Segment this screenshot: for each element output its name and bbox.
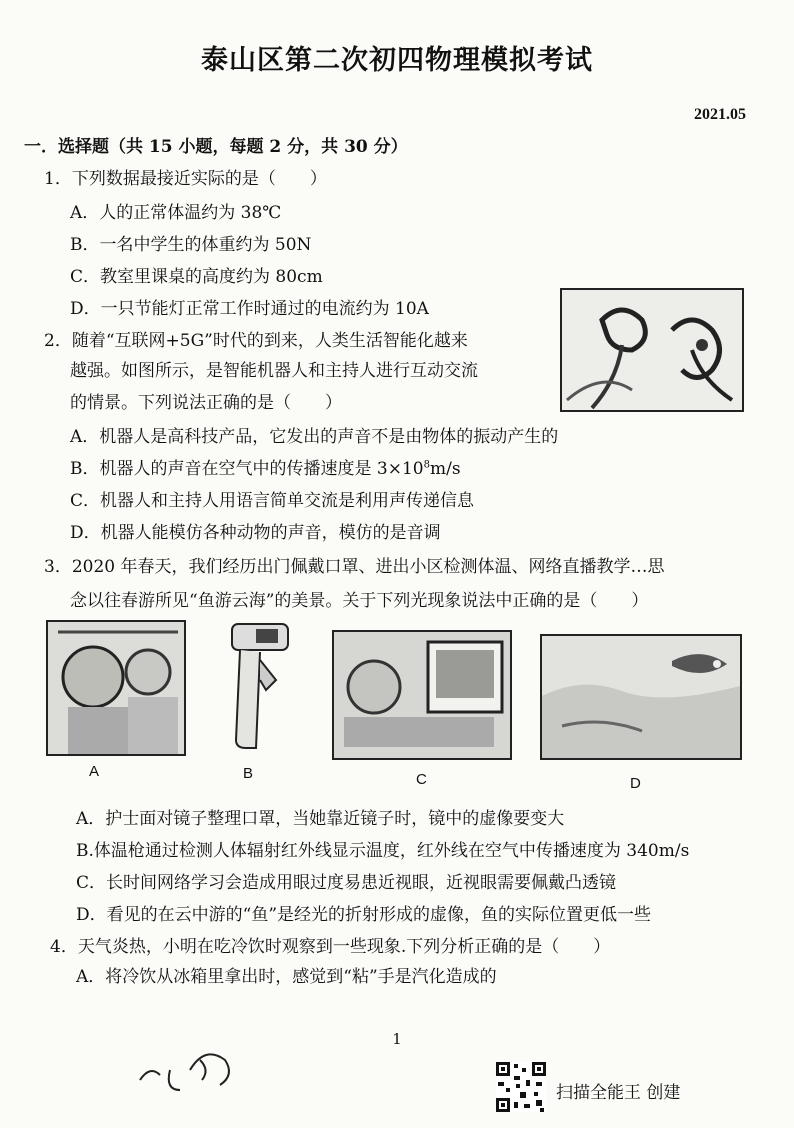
question-1-option-a: A．人的正常体温约为 38℃ xyxy=(70,203,282,223)
image-label-d: D xyxy=(630,775,641,792)
image-label-b: B xyxy=(243,765,254,782)
question-3-option-c: C．长时间网络学习会造成用眼过度易患近视眼，近视眼需要佩戴凸透镜 xyxy=(76,873,617,893)
question-2-stem-line-2: 越强。如图所示，是智能机器人和主持人进行互动交流 xyxy=(70,361,478,381)
question-2-option-b-text: B．机器人的声音在空气中的传播速度是 3×10 xyxy=(70,459,424,479)
question-1-stem: 1．下列数据最接近实际的是（ ） xyxy=(44,169,327,189)
question-2-option-b xyxy=(70,454,461,479)
question-4-option-a: A．将冷饮从冰箱里拿出时，感觉到“粘”手是汽化造成的 xyxy=(76,967,497,987)
image-label-a: A xyxy=(89,763,100,780)
robot-host-photo xyxy=(560,288,744,412)
handwriting-scribble xyxy=(130,1040,240,1124)
question-3-option-d: D．看见的在云中游的“鱼”是经光的折射形成的虚像，鱼的实际位置更低一些 xyxy=(76,905,652,925)
qr-code-icon xyxy=(496,1062,546,1112)
question-3-option-a: A．护士面对镜子整理口罩，当她靠近镜子时，镜中的虚像要变大 xyxy=(76,809,565,829)
scanner-watermark-text: 扫描全能王 创建 xyxy=(556,1083,681,1103)
page-number: 1 xyxy=(392,1030,402,1048)
question-2-stem-line-3: 的情景。下列说法正确的是（ ） xyxy=(70,393,342,413)
question-3-stem-line-2: 念以往春游所见“鱼游云海”的美景。关于下列光现象说法中正确的是（ ） xyxy=(70,591,649,611)
question-1-option-b: B．一名中学生的体重约为 50N xyxy=(70,235,312,255)
question-2-option-d: D．机器人能模仿各种动物的声音，模仿的是音调 xyxy=(70,523,441,543)
photo-b-thermometer-gun xyxy=(226,620,292,752)
question-1-option-d: D．一只节能灯正常工作时通过的电流约为 10A xyxy=(70,299,429,319)
question-2-option-c: C．机器人和主持人用语言简单交流是利用声传递信息 xyxy=(70,491,475,511)
page-title: 泰山区第二次初四物理模拟考试 xyxy=(201,45,593,76)
question-2-option-a: A．机器人是高科技产品，它发出的声音不是由物体的振动产生的 xyxy=(70,427,559,447)
question-3-stem-line-1: 3．2020 年春天，我们经历出门佩戴口罩、进出小区检测体温、网络直播教学…思 xyxy=(44,557,665,577)
image-label-c: C xyxy=(416,771,427,788)
question-1-option-c: C．教室里课桌的高度约为 80cm xyxy=(70,267,323,287)
section-heading: 一．选择题（共 15 小题，每题 2 分，共 30 分） xyxy=(24,137,408,157)
photo-c-online-class xyxy=(332,630,512,760)
exam-date: 2021.05 xyxy=(694,106,746,123)
photo-a-nurse-mirror xyxy=(46,620,186,756)
unit: m/s xyxy=(429,459,461,479)
question-3-option-b: B.体温枪通过检测人体辐射红外线显示温度，红外线在空气中传播速度为 340m/s xyxy=(76,841,690,861)
question-4-stem: 4．天气炎热，小明在吃冷饮时观察到一些现象.下列分析正确的是（ ） xyxy=(50,937,611,957)
question-2-stem-line-1: 2．随着“互联网+5G”时代的到来，人类生活智能化越来 xyxy=(44,331,468,351)
photo-d-fish-in-clouds xyxy=(540,634,742,760)
exponent: 8 xyxy=(423,459,430,471)
